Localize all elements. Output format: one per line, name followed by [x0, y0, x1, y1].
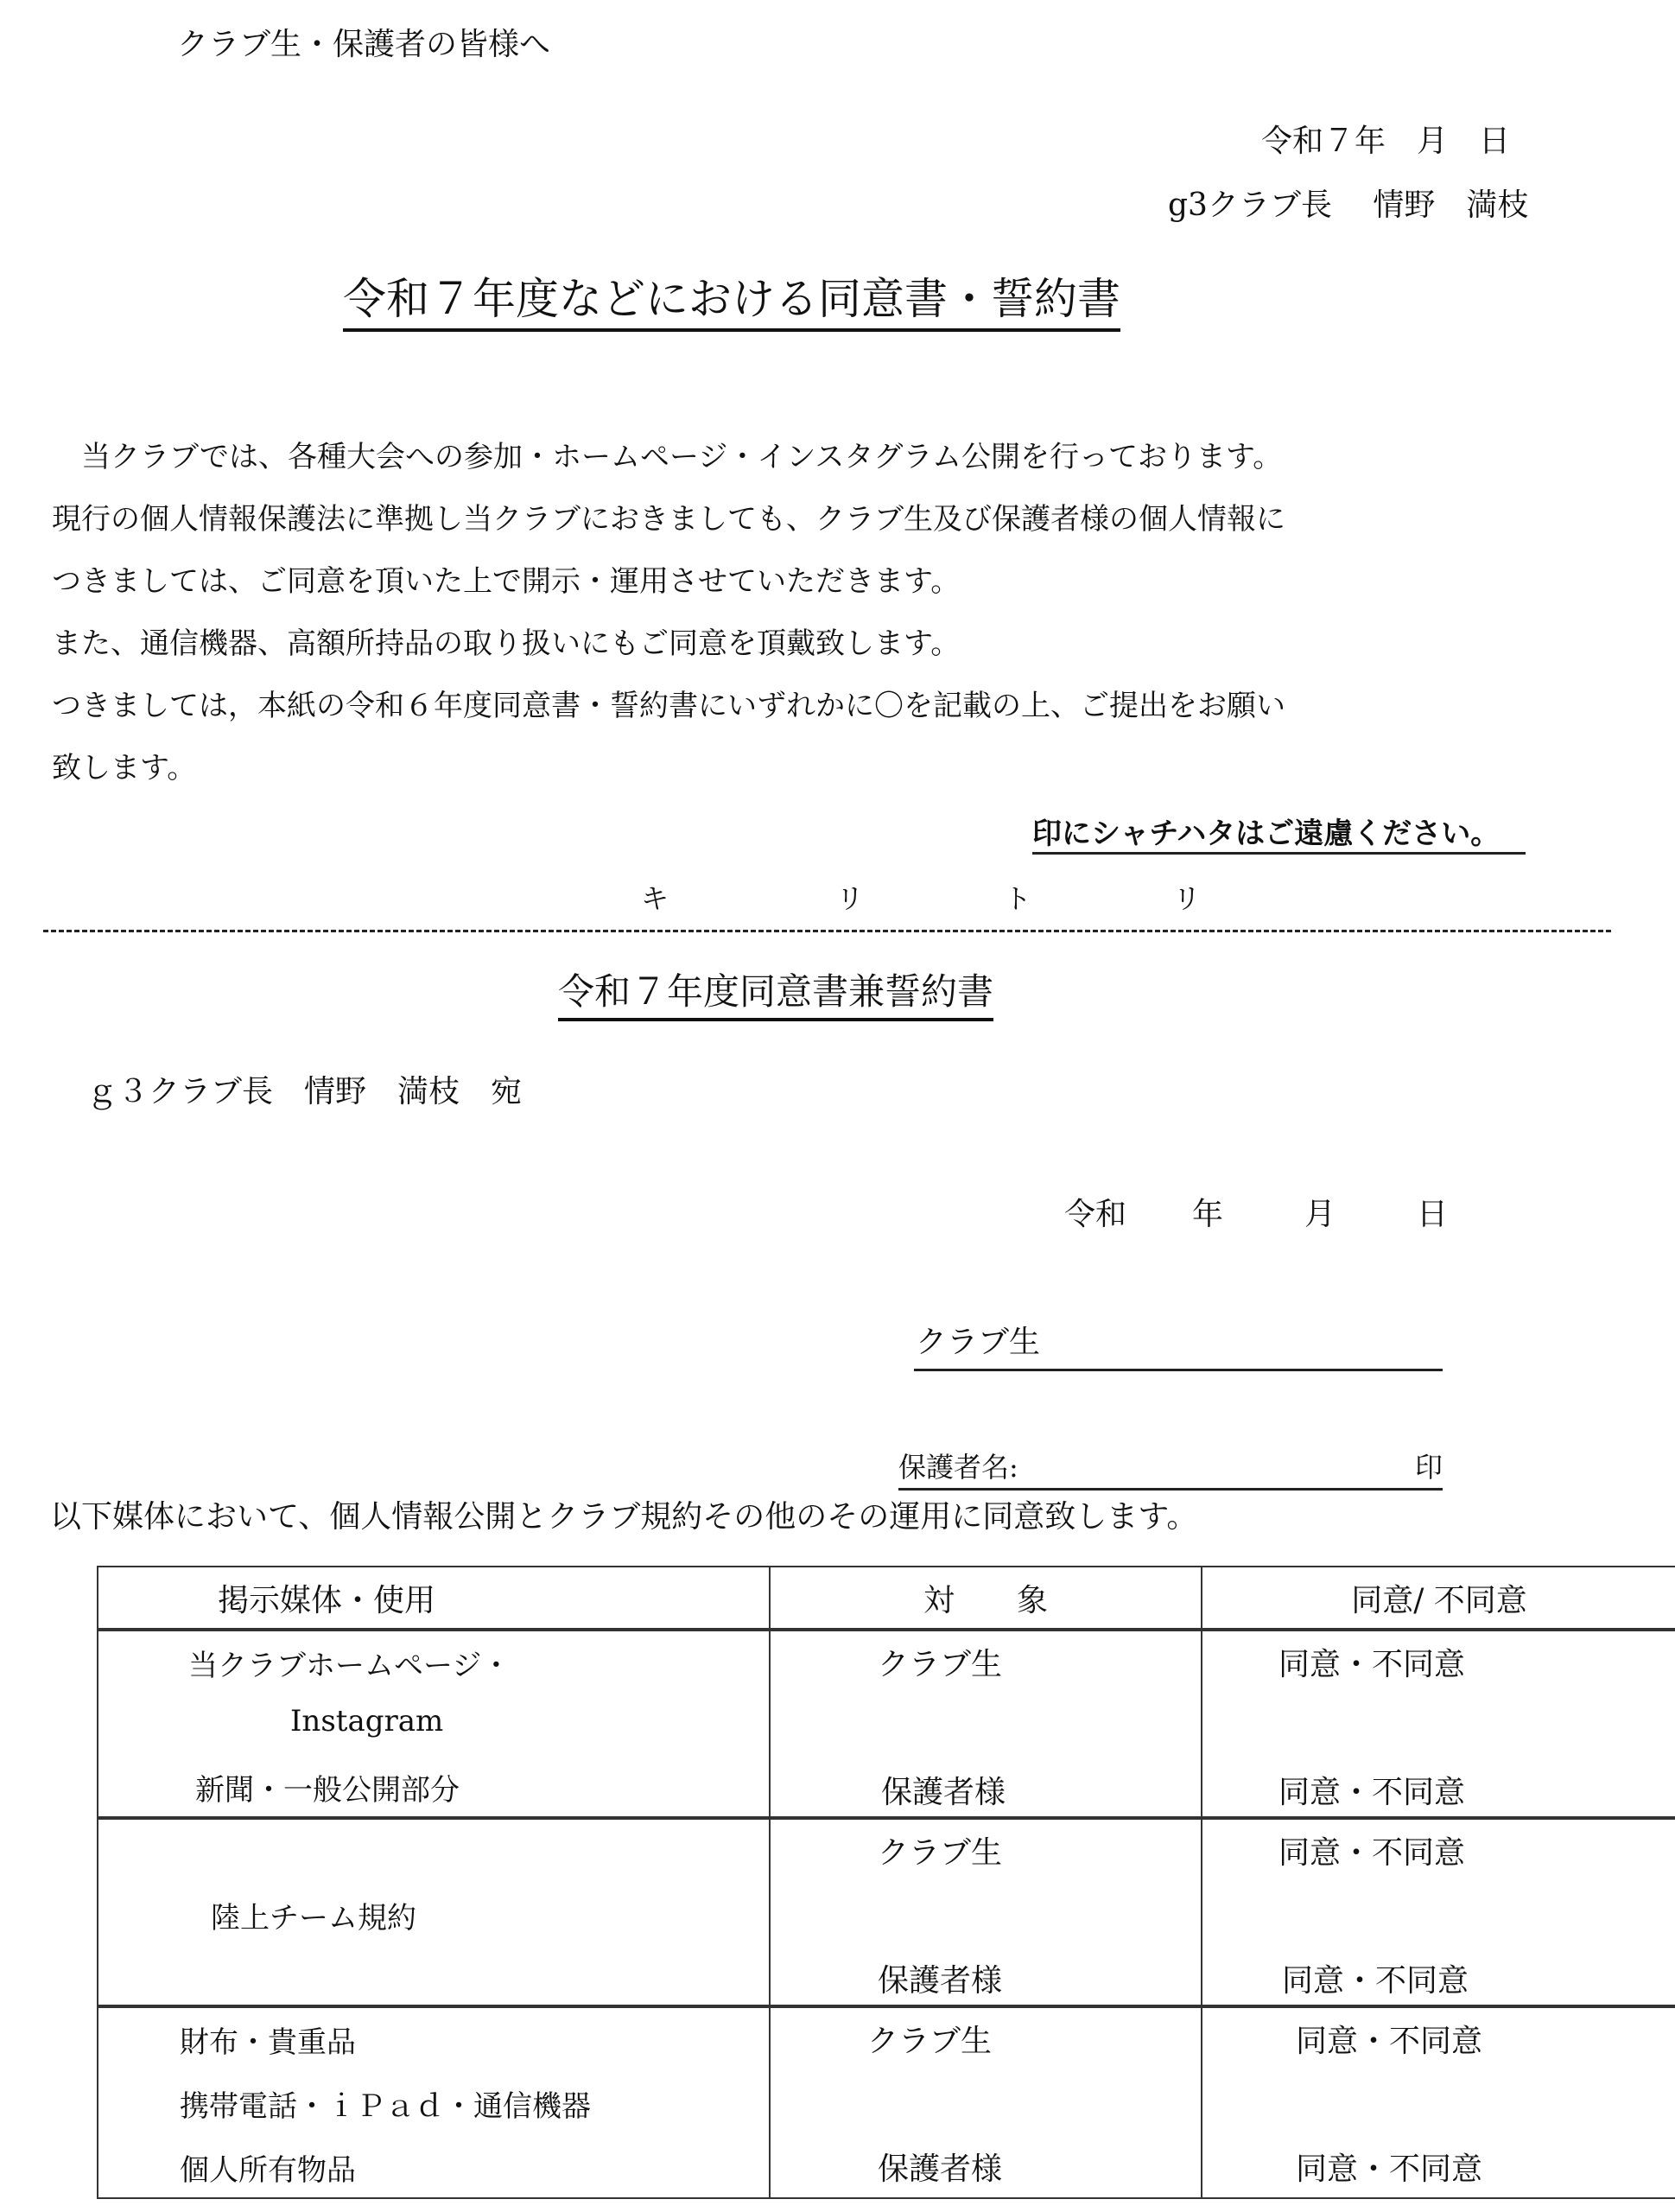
media-line: 新聞・一般公開部分	[195, 1773, 460, 1808]
seal-label: 印	[1414, 1451, 1443, 1484]
media-line: 携帯電話・ｉＰａｄ・通信機器	[180, 2089, 591, 2124]
table-header-row	[98, 1567, 1675, 1630]
body-line: 当クラブでは、各種大会への参加・ホームページ・インスタグラム公開を行っております。	[52, 440, 1283, 474]
date-year: 年	[1192, 1197, 1224, 1232]
consent-cell	[1202, 2006, 1675, 2198]
consent-cell	[1202, 1630, 1675, 1818]
body-line: つきましては、ご同意を頂いた上で開示・運用させていただきます。	[52, 564, 961, 599]
letter-title: 令和７年度などにおける同意書・誓約書	[343, 273, 1120, 332]
consent-table	[97, 1566, 1675, 2199]
media-line: 陸上チーム規約	[211, 1901, 416, 1936]
cut-char: ト	[1004, 882, 1032, 915]
consent-choice-guardian[interactable]: 同意・不同意	[1278, 1775, 1466, 1810]
date-era: 令和	[1064, 1197, 1127, 1232]
target-student: クラブ生	[878, 1835, 1003, 1871]
cut-line-divider	[43, 930, 1611, 932]
consent-choice-student[interactable]: 同意・不同意	[1278, 1647, 1466, 1682]
body-line: 致します。	[52, 751, 197, 785]
media-line: 当クラブホームページ・	[188, 1649, 511, 1683]
consent-statement: 以下媒体において、個人情報公開とクラブ規約その他のその運用に同意致します。	[50, 1499, 1198, 1535]
header-media	[98, 1567, 770, 1630]
body-line: つきましては，本紙の令和６年度同意書・誓約書にいずれかに〇を記載の上、ご提出をお願い	[52, 689, 1285, 723]
cut-char: リ	[1173, 882, 1202, 915]
table-row	[98, 1818, 1675, 2006]
target-student: クラブ生	[878, 1647, 1003, 1682]
consent-cell	[1202, 1818, 1675, 2006]
table-row	[98, 1630, 1675, 1818]
guardian-label: 保護者名:	[898, 1451, 1018, 1484]
date-day: 日	[1417, 1197, 1449, 1232]
consent-choice-student[interactable]: 同意・不同意	[1278, 1835, 1466, 1871]
letter-addressee: クラブ生・保護者の皆様へ	[177, 27, 551, 62]
body-line: 現行の個人情報保護法に準拠し当クラブにおきましても、クラブ生及び保護者様の個人情報に	[52, 502, 1285, 537]
media-cell	[98, 1630, 770, 1818]
letter-sender: g3クラブ長 情野 満枝	[1168, 188, 1529, 223]
header-consent-label: 同意/ 不同意	[1351, 1582, 1527, 1618]
header-consent	[1202, 1567, 1675, 1630]
target-student: クラブ生	[867, 2024, 993, 2059]
target-cell	[770, 2006, 1202, 2198]
media-line: Instagram	[290, 1704, 444, 1738]
media-cell	[98, 1818, 770, 2006]
header-target-label: 対 象	[923, 1582, 1048, 1618]
form-recipient: ｇ３クラブ長 情野 満枝 宛	[86, 1074, 523, 1109]
stamp-note: 印にシャチハタはご遠慮ください。	[1032, 816, 1526, 855]
table-row	[98, 2006, 1675, 2198]
target-guardian: 保護者様	[881, 1775, 1006, 1810]
consent-choice-student[interactable]: 同意・不同意	[1296, 2024, 1483, 2059]
body-line: また、通信機器、高額所持品の取り扱いにもご同意を頂戴致します。	[52, 626, 961, 661]
header-media-label: 掲示媒体・使用	[218, 1582, 436, 1618]
target-cell	[770, 1818, 1202, 2006]
media-line: 財布・貴重品	[180, 2025, 356, 2060]
consent-choice-guardian[interactable]: 同意・不同意	[1282, 1963, 1469, 1999]
media-cell	[98, 2006, 770, 2198]
student-name-field[interactable]	[914, 1322, 1443, 1371]
target-guardian: 保護者様	[878, 1963, 1003, 1999]
letter-date: 令和７年 月 日	[1261, 124, 1511, 159]
cut-char: キ	[641, 882, 669, 915]
media-line: 個人所有物品	[180, 2153, 356, 2188]
form-title: 令和７年度同意書兼誓約書	[558, 969, 993, 1021]
student-label: クラブ生	[916, 1325, 1041, 1360]
header-target	[770, 1567, 1202, 1630]
cut-char: リ	[836, 882, 865, 915]
guardian-name-field[interactable]	[898, 1445, 1443, 1491]
target-guardian: 保護者様	[878, 2152, 1003, 2187]
consent-choice-guardian[interactable]: 同意・不同意	[1296, 2152, 1483, 2187]
date-month: 月	[1304, 1197, 1336, 1232]
target-cell	[770, 1630, 1202, 1818]
